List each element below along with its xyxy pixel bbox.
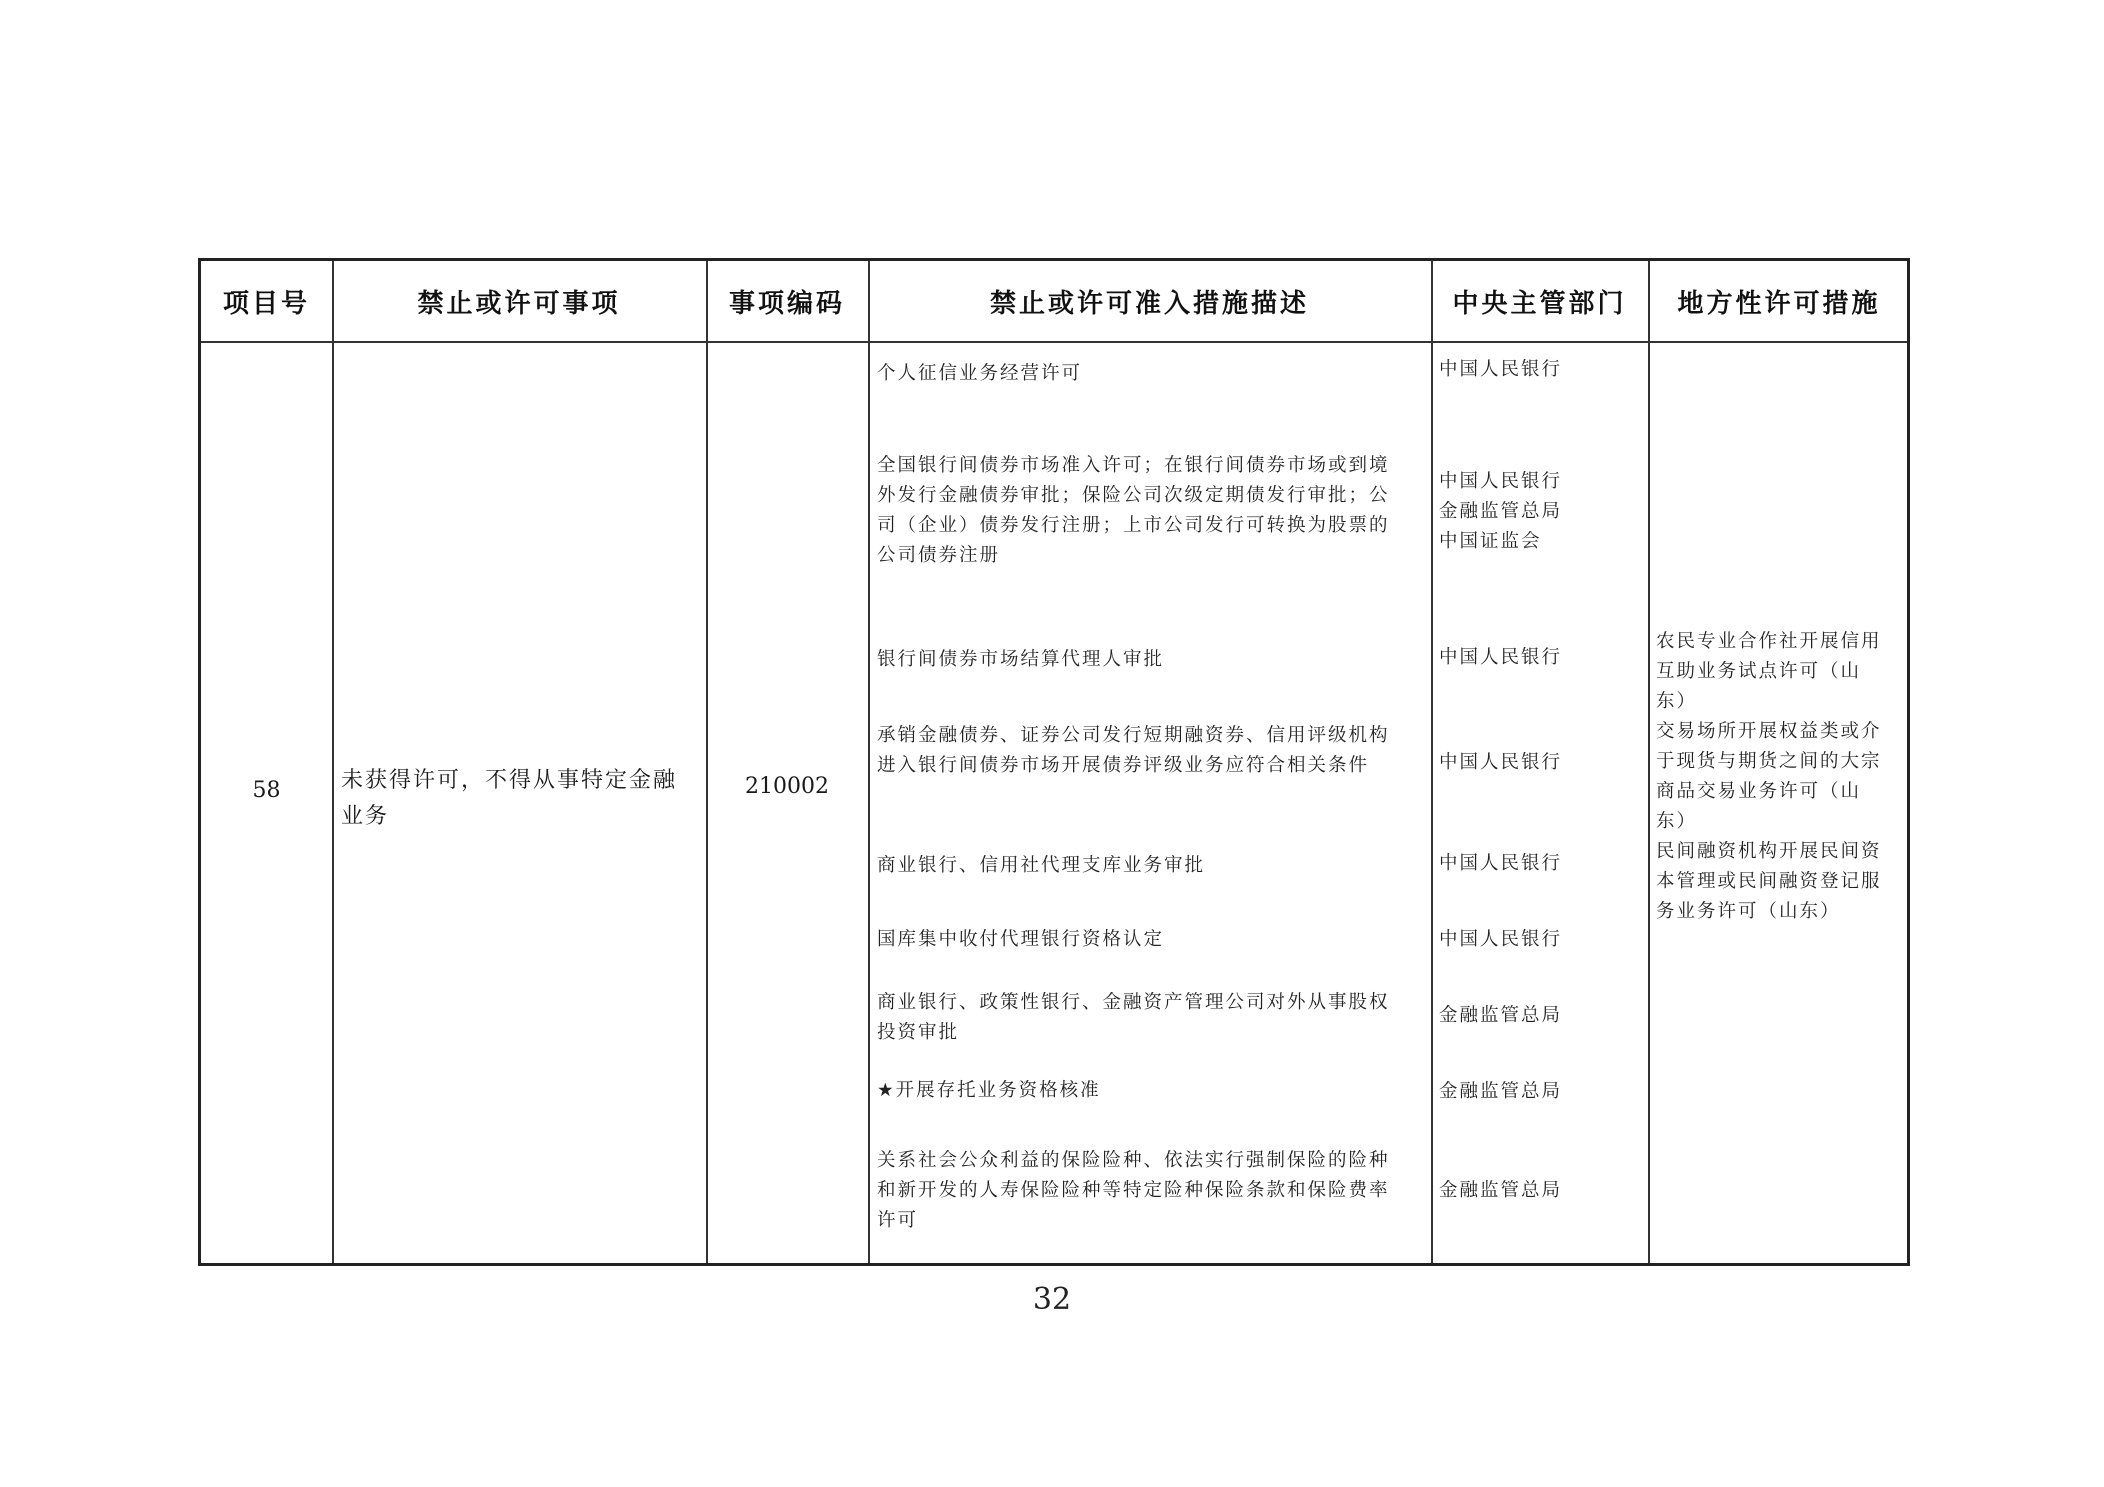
- column-divider: [332, 261, 334, 1263]
- measure-description: 全国银行间债券市场准入许可；在银行间债券市场或到境外发行金融债券审批；保险公司次级定期债发行审批；公司（企业）债券发行注册；上市公司发行可转换为股票的公司债券注册: [877, 455, 1390, 566]
- header-item-no: 项目号: [222, 288, 310, 319]
- header-divider: [201, 341, 1907, 343]
- measure-department: 中国人民银行: [1439, 853, 1563, 874]
- column-divider: [1648, 261, 1650, 1263]
- measure-department: 中国人民银行: [1439, 752, 1563, 773]
- measure-description: ★开展存托业务资格核准: [877, 1080, 1101, 1101]
- measure-description: 国库集中收付代理银行资格认定: [877, 929, 1165, 950]
- local-measure-item: 民间融资机构开展民间资本管理或民间融资登记服务业务许可（山东）: [1656, 841, 1882, 922]
- measure-department: 金融监管总局: [1439, 1005, 1563, 1026]
- measure-description: 商业银行、信用社代理支库业务审批: [877, 855, 1206, 876]
- measure-department: 中国人民银行 金融监管总局 中国证监会: [1439, 471, 1563, 552]
- measure-department: 中国人民银行: [1439, 647, 1563, 668]
- measure-description: 关系社会公众利益的保险险种、依法实行强制保险的险种和新开发的人寿保险险种等特定险种保险条款和保险费率许可: [877, 1150, 1390, 1231]
- measure-description: 个人征信业务经营许可: [877, 363, 1083, 384]
- measure-department: 中国人民银行: [1439, 929, 1563, 950]
- local-measure-item: 交易场所开展权益类或介于现货与期货之间的大宗商品交易业务许可（山东）: [1656, 721, 1882, 832]
- header-local-measures: 地方性许可措施: [1677, 288, 1881, 319]
- measure-department: 金融监管总局: [1439, 1180, 1563, 1201]
- header-department: 中央主管部门: [1452, 288, 1627, 319]
- column-divider: [868, 261, 870, 1263]
- measure-department: 中国人民银行: [1439, 359, 1563, 380]
- measure-description: 承销金融债券、证券公司发行短期融资券、信用评级机构进入银行间债券市场开展债券评级业务应符合相关条件: [877, 725, 1390, 776]
- column-divider: [1431, 261, 1433, 1263]
- header-matter: 禁止或许可事项: [417, 288, 621, 319]
- local-measures-list: [1656, 627, 1892, 927]
- row-code: 210002: [745, 773, 829, 799]
- local-measure-item: 农民专业合作社开展信用互助业务试点许可（山东）: [1656, 631, 1882, 712]
- row-item-no: 58: [252, 777, 281, 803]
- header-code: 事项编码: [728, 288, 845, 319]
- row-matter: 未获得许可，不得从事特定金融业务: [341, 768, 678, 829]
- header-description: 禁止或许可准入措施描述: [989, 288, 1309, 319]
- page-number: 32: [1032, 1282, 1072, 1317]
- measure-department: 金融监管总局: [1439, 1081, 1563, 1102]
- measure-description: 商业银行、政策性银行、金融资产管理公司对外从事股权投资审批: [877, 992, 1390, 1043]
- measure-description: 银行间债券市场结算代理人审批: [877, 649, 1165, 670]
- permit-table: [198, 258, 1910, 1266]
